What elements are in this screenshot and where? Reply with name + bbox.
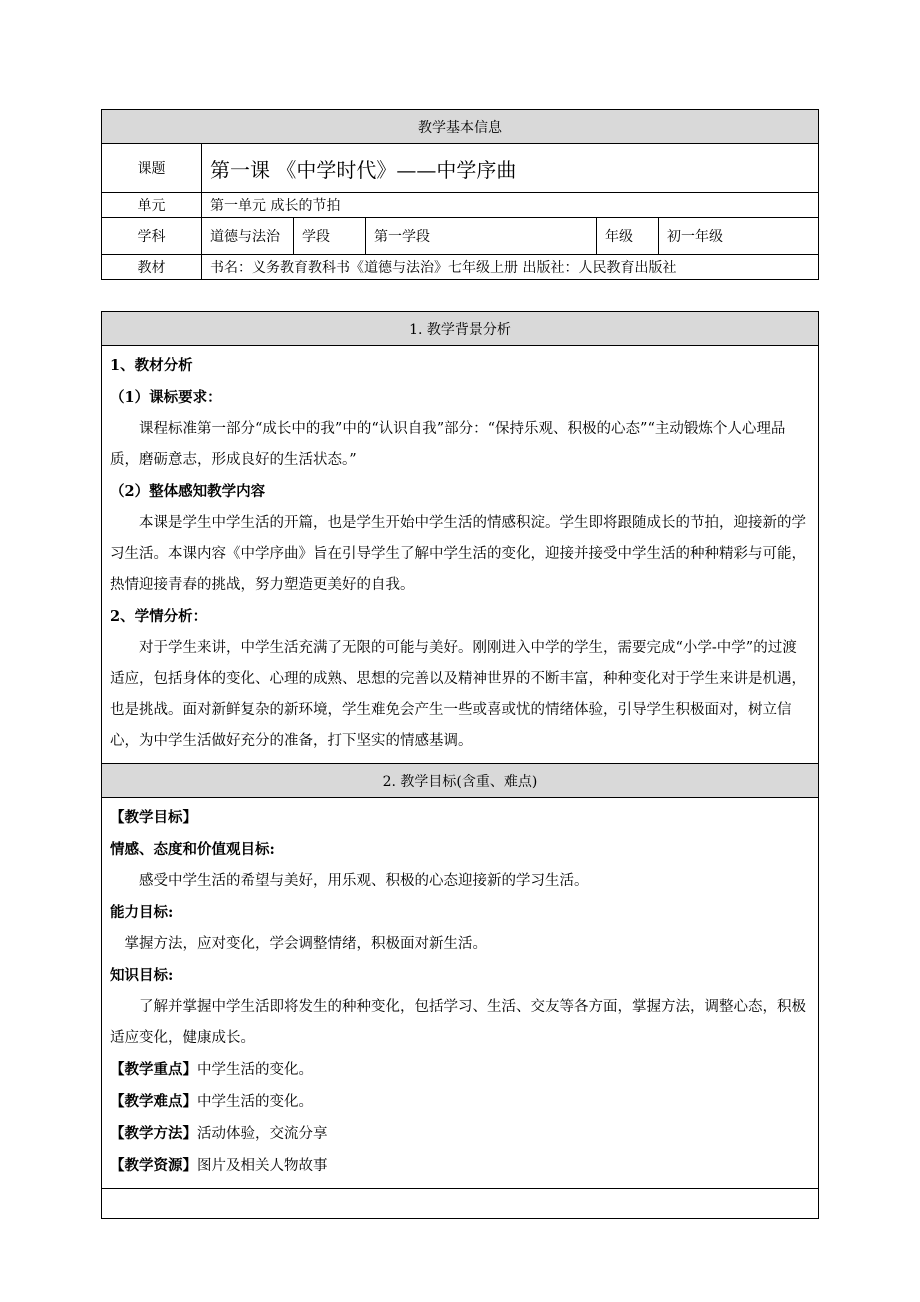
unit-label: 单元 xyxy=(102,193,202,218)
ability-text: 掌握方法，应对变化，学会调整情绪，积极面对新生活。 xyxy=(124,936,487,952)
basic-info-header: 教学基本信息 xyxy=(102,110,819,144)
subject-value: 道德与法治 xyxy=(202,218,294,255)
topic-label: 课题 xyxy=(102,144,202,193)
textbook-analysis-heading: 1、教材分析 xyxy=(110,357,193,374)
emotion-heading: 情感、态度和价值观目标: xyxy=(110,841,275,858)
empty-row xyxy=(102,1189,819,1219)
unit-value: 第一单元 成长的节拍 xyxy=(202,193,819,218)
content-heading: （2）整体感知教学内容 xyxy=(110,483,266,500)
method-label: 【教学方法】 xyxy=(110,1125,197,1142)
emotion-text: 感受中学生活的希望与美好，用乐观、积极的心态迎接新的学习生活。 xyxy=(139,873,589,889)
knowledge-text: 了解并掌握中学生活即将发生的种种变化，包括学习、生活、交友等各方面，掌握方法，调整心态，积极适应变化，健康成长。 xyxy=(110,999,806,1046)
difficult-point-label: 【教学难点】 xyxy=(110,1093,197,1110)
method-text: 活动体验，交流分享 xyxy=(197,1126,328,1142)
student-analysis-heading: 2、学情分析： xyxy=(110,608,208,625)
textbook-value: 书名：义务教育教科书《道德与法治》七年级上册 出版社：人民教育出版社 xyxy=(202,255,819,280)
grade-label: 年级 xyxy=(597,218,659,255)
standard-heading: （1）课标要求： xyxy=(110,389,222,406)
key-point-line xyxy=(110,1054,810,1086)
stage-label: 学段 xyxy=(294,218,366,255)
section2-body xyxy=(102,798,819,1189)
difficult-point-line xyxy=(110,1086,810,1118)
key-point-text: 中学生活的变化。 xyxy=(197,1062,313,1078)
grade-value: 初一年级 xyxy=(659,218,819,255)
subject-label: 学科 xyxy=(102,218,202,255)
basic-info-table xyxy=(101,109,819,280)
knowledge-heading: 知识目标: xyxy=(110,967,174,984)
resource-line xyxy=(110,1150,810,1182)
ability-heading: 能力目标: xyxy=(110,904,174,921)
standard-text: 课程标准第一部分“成长中的我”中的“认识自我”部分：“保持乐观、积极的心态”“主动锻炼个人心理品质，磨砺意志，形成良好的生活状态。” xyxy=(110,421,786,468)
method-line xyxy=(110,1118,810,1150)
goals-heading: 【教学目标】 xyxy=(110,809,197,826)
topic-value: 第一课 《中学时代》——中学序曲 xyxy=(202,144,819,193)
section1-header: 1. 教学背景分析 xyxy=(102,312,819,346)
teaching-design-table xyxy=(101,311,819,1219)
difficult-point-text: 中学生活的变化。 xyxy=(197,1094,313,1110)
key-point-label: 【教学重点】 xyxy=(110,1061,197,1078)
content-text: 本课是学生中学生活的开篇，也是学生开始中学生活的情感积淀。学生即将跟随成长的节拍，迎接新的学习生活。本课内容《中学序曲》旨在引导学生了解中学生活的变化，迎接并接受中学生活的种种精彩与可能，热情迎接青春的挑战，努力塑造更美好的自我。 xyxy=(110,515,806,593)
resource-text: 图片及相关人物故事 xyxy=(197,1158,328,1174)
textbook-label: 教材 xyxy=(102,255,202,280)
resource-label: 【教学资源】 xyxy=(110,1157,197,1174)
stage-value: 第一学段 xyxy=(366,218,597,255)
section2-header: 2. 教学目标(含重、难点) xyxy=(102,764,819,798)
section1-body xyxy=(102,346,819,764)
student-text: 对于学生来讲，中学生活充满了无限的可能与美好。刚刚进入中学的学生，需要完成“小学-中学”的过渡适应，包括身体的变化、心理的成熟、思想的完善以及精神世界的不断丰富，种种变化对于学生来讲是机遇，也是挑战。面对新鲜复杂的新环境，学生难免会产生一些或喜或忧的情绪体验，引导学生积极面对，树立信心，为中学生活做好充分的准备，打下坚实的情感基调。 xyxy=(110,640,806,749)
